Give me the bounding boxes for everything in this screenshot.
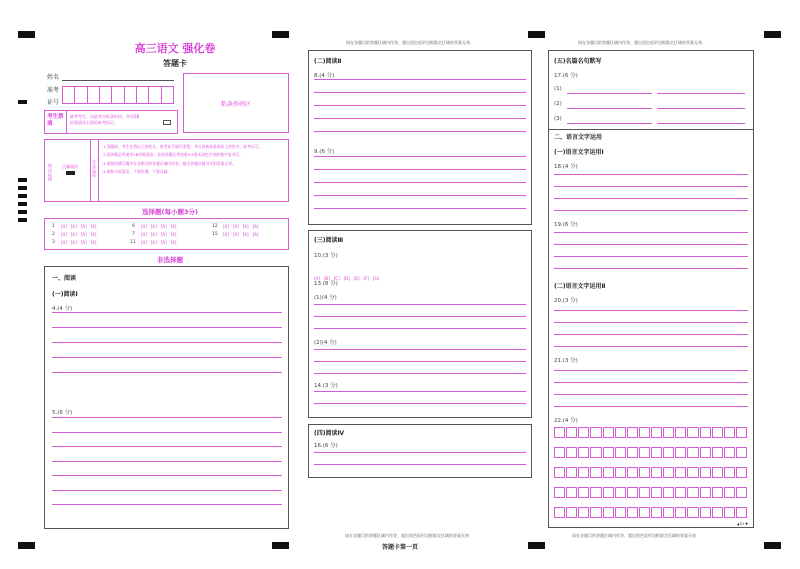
mc-option[interactable]: [A] bbox=[252, 232, 259, 237]
mc-option[interactable]: [A] bbox=[170, 240, 177, 245]
mc-option[interactable]: [A] bbox=[141, 224, 147, 229]
page-title: 高三语文 强化卷 bbox=[134, 42, 216, 55]
side-mark bbox=[18, 178, 27, 182]
writing-grid[interactable] bbox=[554, 487, 748, 498]
answer-line[interactable] bbox=[52, 342, 282, 343]
grid-cell[interactable] bbox=[566, 487, 577, 498]
option-f[interactable]: [F] bbox=[363, 276, 369, 281]
question-label: 9.(6 分) bbox=[314, 149, 335, 155]
question-label: 19.(6 分) bbox=[554, 222, 578, 228]
mc-option[interactable]: [A] bbox=[70, 240, 77, 245]
option-c[interactable]: [C] bbox=[333, 276, 340, 281]
answer-line[interactable] bbox=[554, 256, 748, 257]
mc-num: 1 bbox=[52, 224, 55, 229]
answer-line[interactable] bbox=[314, 349, 526, 350]
corner-mark bbox=[764, 31, 781, 38]
ticket-number-boxes[interactable] bbox=[62, 86, 174, 104]
grid-cell[interactable] bbox=[712, 507, 723, 518]
grid-cell[interactable] bbox=[651, 507, 662, 518]
grid-cell[interactable] bbox=[724, 487, 735, 498]
answer-line[interactable] bbox=[554, 210, 748, 211]
mc-option[interactable]: [A] bbox=[90, 232, 97, 237]
question-label: (1)(4 分) bbox=[314, 295, 337, 301]
answer-line[interactable] bbox=[554, 232, 748, 233]
grid-cell[interactable] bbox=[615, 467, 626, 478]
answer-line[interactable] bbox=[52, 475, 282, 476]
grid-cell[interactable] bbox=[712, 467, 723, 478]
grid-cell[interactable] bbox=[687, 507, 698, 518]
grid-cell[interactable] bbox=[627, 427, 638, 438]
answer-line[interactable] bbox=[554, 406, 748, 407]
answer-panel-6 bbox=[548, 130, 754, 528]
grid-cell[interactable] bbox=[663, 467, 674, 478]
mc-option[interactable]: [A] bbox=[80, 240, 87, 245]
grid-cell[interactable] bbox=[663, 447, 674, 458]
grid-cell[interactable] bbox=[736, 447, 747, 458]
page-number: 答题卡第一页 bbox=[381, 544, 418, 551]
answer-line[interactable] bbox=[52, 372, 282, 373]
mc-option[interactable]: [A] bbox=[80, 232, 87, 237]
grid-cell[interactable] bbox=[724, 447, 735, 458]
answer-line[interactable] bbox=[314, 118, 526, 119]
grid-cell[interactable] bbox=[566, 427, 577, 438]
grid-cell[interactable] bbox=[578, 447, 589, 458]
blank-line[interactable] bbox=[567, 123, 652, 124]
answer-panel-5 bbox=[548, 50, 754, 130]
barcode-area bbox=[183, 73, 289, 133]
mc-num: 7 bbox=[132, 232, 135, 237]
grid-cell[interactable] bbox=[651, 447, 662, 458]
answer-line[interactable] bbox=[314, 304, 526, 305]
grid-cell[interactable] bbox=[651, 427, 662, 438]
grid-cell[interactable] bbox=[700, 487, 711, 498]
blank-label: (1) bbox=[554, 86, 562, 92]
answer-line[interactable] bbox=[52, 327, 282, 328]
grid-cell[interactable] bbox=[615, 487, 626, 498]
option-b[interactable]: [B] bbox=[323, 276, 330, 281]
mc-option[interactable]: [A] bbox=[70, 224, 77, 229]
mc-option[interactable]: [A] bbox=[150, 240, 157, 245]
side-mark bbox=[18, 194, 27, 198]
grid-cell[interactable] bbox=[675, 467, 686, 478]
side-mark bbox=[18, 100, 27, 104]
answer-line[interactable] bbox=[554, 174, 748, 175]
grid-cell[interactable] bbox=[590, 467, 601, 478]
grid-cell[interactable] bbox=[590, 447, 601, 458]
option-g[interactable]: [G] bbox=[372, 276, 380, 281]
sub-heading: (三)阅读Ⅲ bbox=[314, 237, 344, 244]
sub-heading: (二)阅读Ⅱ bbox=[314, 58, 342, 65]
name-line bbox=[62, 80, 174, 81]
writing-grid[interactable] bbox=[554, 447, 748, 458]
grid-cell[interactable] bbox=[603, 507, 614, 518]
sub-heading: (五)名篇名句默写 bbox=[554, 58, 602, 65]
question-label: 10.(3 分) bbox=[314, 253, 338, 259]
mc-option[interactable]: [A] bbox=[90, 224, 97, 229]
page-tag: ▲52 ▼ bbox=[737, 522, 748, 526]
answer-line[interactable] bbox=[314, 361, 526, 362]
answer-line[interactable] bbox=[52, 504, 282, 505]
grid-cell[interactable] bbox=[700, 507, 711, 518]
answer-line[interactable] bbox=[554, 370, 748, 371]
mc-option[interactable]: [A] bbox=[170, 224, 177, 229]
corner-mark bbox=[18, 542, 35, 549]
grid-cell[interactable] bbox=[712, 447, 723, 458]
instruction-item: 4.保持卡面清洁，不要折叠，不要弄破。 bbox=[103, 169, 172, 175]
question-label: 16.(6 分) bbox=[314, 443, 338, 449]
mc-option[interactable]: [A] bbox=[242, 232, 249, 237]
grid-cell[interactable] bbox=[675, 427, 686, 438]
question-label: 14.(3 分) bbox=[314, 383, 338, 389]
answer-line[interactable] bbox=[314, 92, 526, 93]
column-warning: 请在各题目的答题区域内作答，超出黑色矩形边框限定区域的答案无效 bbox=[578, 40, 702, 45]
grid-cell[interactable] bbox=[639, 487, 650, 498]
mc-option[interactable]: [A] bbox=[61, 240, 67, 245]
grid-cell[interactable] bbox=[590, 507, 601, 518]
mc-option[interactable]: [A] bbox=[150, 232, 157, 237]
grid-cell[interactable] bbox=[566, 467, 577, 478]
grid-cell[interactable] bbox=[651, 487, 662, 498]
blank-label: (3) bbox=[554, 116, 562, 122]
barcode-label: 粘条形码区 bbox=[220, 100, 251, 108]
blank-line[interactable] bbox=[567, 108, 652, 109]
grid-cell[interactable] bbox=[566, 507, 577, 518]
side-mark bbox=[18, 210, 27, 214]
mc-option[interactable]: [A] bbox=[90, 240, 97, 245]
answer-line[interactable] bbox=[554, 268, 748, 269]
mc-box bbox=[44, 218, 289, 250]
column-warning: 请在各题目的答题区域内作答，超出黑色矩形边框限定区域的答案无效 bbox=[346, 40, 470, 45]
question-label: 8.(4 分) bbox=[314, 73, 335, 79]
question-label: 13.(8 分) bbox=[314, 281, 338, 287]
blank-line[interactable] bbox=[657, 108, 745, 109]
writing-grid[interactable] bbox=[554, 507, 748, 518]
grid-cell[interactable] bbox=[736, 507, 747, 518]
grid-cell[interactable] bbox=[724, 507, 735, 518]
answer-line[interactable] bbox=[314, 156, 526, 157]
grid-cell[interactable] bbox=[724, 427, 735, 438]
question-label: 4.(4 分) bbox=[52, 306, 73, 312]
grid-cell[interactable] bbox=[663, 487, 674, 498]
mc-option[interactable]: [A] bbox=[160, 232, 167, 237]
grid-cell[interactable] bbox=[675, 487, 686, 498]
answer-line[interactable] bbox=[314, 464, 526, 465]
sub-heading: (一)语言文字运用Ⅰ bbox=[554, 149, 604, 156]
grid-cell[interactable] bbox=[554, 427, 565, 438]
non-mc-title: 非选择题 bbox=[157, 256, 183, 264]
question-label: 21.(3 分) bbox=[554, 358, 578, 364]
answer-line[interactable] bbox=[52, 312, 282, 313]
grid-cell[interactable] bbox=[615, 427, 626, 438]
answer-panel-1 bbox=[44, 266, 289, 529]
grid-cell[interactable] bbox=[627, 507, 638, 518]
instructions-box bbox=[44, 139, 289, 202]
answer-line[interactable] bbox=[314, 208, 526, 209]
answer-line[interactable] bbox=[314, 169, 526, 170]
mc-num: 6 bbox=[132, 224, 135, 229]
mc-option[interactable]: [A] bbox=[150, 224, 157, 229]
footer-warning: 请在各题目的答题区域内作答，超出黑色矩形边框限定区域的答案无效 bbox=[572, 533, 696, 538]
corner-mark bbox=[528, 542, 545, 549]
grid-cell[interactable] bbox=[675, 447, 686, 458]
section-heading: 一、阅读 bbox=[52, 275, 77, 282]
mc-title: 选择题(每小题3分) bbox=[142, 208, 198, 216]
mc-num: 2 bbox=[52, 232, 55, 237]
mc-num: 3 bbox=[52, 240, 55, 245]
grid-cell[interactable] bbox=[712, 487, 723, 498]
answer-line[interactable] bbox=[314, 316, 526, 317]
answer-line[interactable] bbox=[554, 186, 748, 187]
sub-heading: (一)阅读Ⅰ bbox=[52, 291, 78, 298]
grid-cell[interactable] bbox=[663, 507, 674, 518]
grid-cell[interactable] bbox=[627, 467, 638, 478]
notice-box bbox=[44, 110, 178, 134]
mc-option[interactable]: [A] bbox=[61, 232, 67, 237]
absent-mark-box[interactable] bbox=[163, 120, 171, 125]
answer-line[interactable] bbox=[314, 373, 526, 374]
mc-option[interactable]: [A] bbox=[61, 224, 67, 229]
grid-cell[interactable] bbox=[687, 487, 698, 498]
answer-line[interactable] bbox=[314, 328, 526, 329]
answer-line[interactable] bbox=[314, 182, 526, 183]
notice-text-2: 铅笔填涂右面的缺考标记。 bbox=[70, 120, 118, 126]
question-label: (2)(4 分) bbox=[314, 340, 337, 346]
question-label: 5.(6 分) bbox=[52, 410, 73, 416]
grid-cell[interactable] bbox=[578, 467, 589, 478]
mc-option[interactable]: [A] bbox=[160, 240, 167, 245]
side-mark bbox=[18, 202, 27, 206]
correct-fill-label: 正确填涂 bbox=[62, 164, 78, 169]
corner-mark bbox=[272, 542, 289, 549]
side-mark bbox=[18, 186, 27, 190]
grid-cell[interactable] bbox=[578, 427, 589, 438]
sub-heading: (二)语言文字运用Ⅱ bbox=[554, 283, 606, 290]
answer-line[interactable] bbox=[554, 334, 748, 335]
grid-cell[interactable] bbox=[554, 467, 565, 478]
answer-line[interactable] bbox=[314, 131, 526, 132]
mc-option[interactable]: [A] bbox=[232, 232, 239, 237]
answer-line[interactable] bbox=[52, 461, 282, 462]
grid-cell[interactable] bbox=[687, 447, 698, 458]
mc-option[interactable]: [A] bbox=[80, 224, 87, 229]
answer-panel-2 bbox=[308, 50, 532, 225]
corner-mark bbox=[18, 31, 35, 38]
answer-line[interactable] bbox=[314, 452, 526, 453]
notice-text: 缺考考生，由监考员贴条形码，并用2B bbox=[70, 114, 140, 119]
grid-cell[interactable] bbox=[554, 507, 565, 518]
grid-cell[interactable] bbox=[603, 487, 614, 498]
ticket-label: 准考 bbox=[47, 87, 60, 94]
answer-line[interactable] bbox=[554, 310, 748, 311]
answer-line[interactable] bbox=[314, 403, 526, 404]
grid-cell[interactable] bbox=[736, 467, 747, 478]
answer-line[interactable] bbox=[554, 322, 748, 323]
answer-panel-3 bbox=[308, 230, 532, 418]
blank-line[interactable] bbox=[657, 93, 745, 94]
footer-warning: 请在各题目的答题区域内作答，超出黑色矩形边框限定区域的答案无效 bbox=[345, 533, 469, 538]
answer-panel-4 bbox=[308, 424, 532, 478]
instruction-item: 3.请按照题号顺序在各题目的答题区域内作答，超出答题区域书写的答案无效。 bbox=[103, 160, 236, 166]
answer-line[interactable] bbox=[52, 417, 282, 418]
grid-cell[interactable] bbox=[578, 507, 589, 518]
grid-cell[interactable] bbox=[590, 487, 601, 498]
grid-cell[interactable] bbox=[712, 427, 723, 438]
grid-cell[interactable] bbox=[554, 447, 565, 458]
grid-cell[interactable] bbox=[700, 447, 711, 458]
mc-option[interactable]: [A] bbox=[170, 232, 177, 237]
grid-cell[interactable] bbox=[639, 427, 650, 438]
mc-option[interactable]: [A] bbox=[223, 232, 229, 237]
answer-line[interactable] bbox=[314, 79, 526, 80]
answer-line[interactable] bbox=[52, 490, 282, 491]
mc-option[interactable]: [A] bbox=[232, 224, 239, 229]
answer-line[interactable] bbox=[52, 432, 282, 433]
grid-cell[interactable] bbox=[590, 427, 601, 438]
instruction-item: 2.选择题必须使用2B铅笔填涂；非选择题必须使用0.5毫米黑色字迹的签字笔书写。 bbox=[103, 152, 243, 158]
option-e[interactable]: [E] bbox=[353, 276, 360, 281]
mc-option[interactable]: [A] bbox=[160, 224, 167, 229]
side-mark bbox=[18, 218, 27, 222]
grid-cell[interactable] bbox=[639, 447, 650, 458]
option-a[interactable]: [A] bbox=[314, 276, 320, 281]
grid-cell[interactable] bbox=[687, 427, 698, 438]
mc-option[interactable]: [A] bbox=[252, 224, 259, 229]
instruction-item: 1.答题前，考生先将自己的姓名、准考证号填写清楚，并认真核准条形码上的姓名、准考证号。 bbox=[103, 144, 263, 149]
mc-option[interactable]: [A] bbox=[141, 232, 147, 237]
grid-cell[interactable] bbox=[736, 487, 747, 498]
page-subtitle: 答题卡 bbox=[163, 59, 187, 68]
mc-option[interactable]: [A] bbox=[242, 224, 249, 229]
answer-line[interactable] bbox=[314, 105, 526, 106]
grid-cell[interactable] bbox=[700, 427, 711, 438]
question-label: 17.(6 分) bbox=[554, 73, 578, 79]
grid-cell[interactable] bbox=[736, 427, 747, 438]
notice-label: 考生禁填 bbox=[45, 111, 67, 133]
mc-option[interactable]: [A] bbox=[223, 224, 229, 229]
grid-cell[interactable] bbox=[724, 467, 735, 478]
mc-num: 15 bbox=[212, 232, 218, 237]
mc-option[interactable]: [A] bbox=[70, 232, 77, 237]
ticket-label-2: 证号 bbox=[47, 99, 60, 106]
grid-cell[interactable] bbox=[687, 467, 698, 478]
corner-mark bbox=[528, 31, 545, 38]
grid-cell[interactable] bbox=[651, 467, 662, 478]
grid-cell[interactable] bbox=[603, 427, 614, 438]
answer-line[interactable] bbox=[554, 382, 748, 383]
grid-cell[interactable] bbox=[615, 447, 626, 458]
mc-num: 11 bbox=[130, 240, 136, 245]
answer-line[interactable] bbox=[52, 357, 282, 358]
answer-line[interactable] bbox=[554, 346, 748, 347]
section-heading: 二、语言文字运用 bbox=[554, 134, 603, 141]
grid-cell[interactable] bbox=[675, 507, 686, 518]
question-label: 20.(3 分) bbox=[554, 298, 578, 304]
writing-grid[interactable] bbox=[554, 467, 748, 478]
option-d[interactable]: [D] bbox=[343, 276, 350, 281]
grid-cell[interactable] bbox=[639, 507, 650, 518]
sample-label: 填涂样例 bbox=[48, 163, 52, 183]
question-label: 18.(4 分) bbox=[554, 164, 578, 170]
answer-line[interactable] bbox=[554, 244, 748, 245]
corner-mark bbox=[272, 31, 289, 38]
answer-line[interactable] bbox=[554, 394, 748, 395]
mc-option[interactable]: [A] bbox=[141, 240, 147, 245]
grid-cell[interactable] bbox=[554, 487, 565, 498]
grid-cell[interactable] bbox=[603, 447, 614, 458]
grid-cell[interactable] bbox=[615, 507, 626, 518]
answer-line[interactable] bbox=[314, 391, 526, 392]
answer-line[interactable] bbox=[554, 198, 748, 199]
grid-cell[interactable] bbox=[627, 487, 638, 498]
blank-line[interactable] bbox=[657, 123, 745, 124]
corner-mark bbox=[764, 542, 781, 549]
grid-cell[interactable] bbox=[639, 467, 650, 478]
question-label: 22.(4 分) bbox=[554, 418, 578, 424]
blank-line[interactable] bbox=[567, 93, 652, 94]
writing-grid[interactable] bbox=[554, 427, 748, 438]
grid-cell[interactable] bbox=[663, 427, 674, 438]
blank-label: (2) bbox=[554, 101, 562, 107]
mc-num: 12 bbox=[212, 224, 218, 229]
answer-line[interactable] bbox=[52, 446, 282, 447]
answer-line[interactable] bbox=[314, 195, 526, 196]
grid-cell[interactable] bbox=[578, 487, 589, 498]
correct-fill-sample bbox=[66, 171, 75, 175]
grid-cell[interactable] bbox=[627, 447, 638, 458]
notes-label: 注意事项 bbox=[91, 140, 99, 201]
grid-cell[interactable] bbox=[700, 467, 711, 478]
sub-heading: (四)阅读Ⅳ bbox=[314, 430, 345, 437]
grid-cell[interactable] bbox=[603, 467, 614, 478]
grid-cell[interactable] bbox=[566, 447, 577, 458]
name-label: 姓名 bbox=[47, 74, 60, 81]
